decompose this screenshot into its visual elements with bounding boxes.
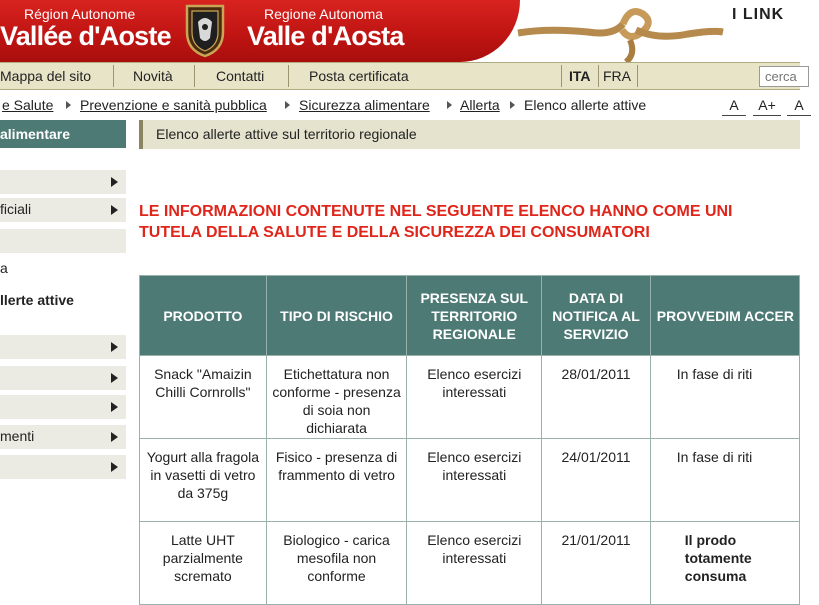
sidebar xyxy=(0,120,126,600)
nav-site-map[interactable]: Mappa del sito xyxy=(0,68,92,84)
font-size-normal-button[interactable]: A xyxy=(722,97,746,116)
nav-certified-mail[interactable]: Posta certificata xyxy=(309,68,409,84)
arrow-right-icon xyxy=(111,177,118,187)
table-row xyxy=(140,439,800,522)
sidebar-title: alimentare xyxy=(0,120,126,148)
table-row xyxy=(140,356,800,439)
cell-date: 21/01/2011 xyxy=(542,522,651,605)
breadcrumb-current: Elenco allerte attive xyxy=(524,97,647,113)
header-regional-presence: PRESENZA SUL TERRITORIO REGIONALE xyxy=(407,276,542,356)
coat-of-arms-icon[interactable] xyxy=(183,2,227,58)
cell-product: Yogurt alla fragola in vasetti di vetro da 375g xyxy=(140,439,267,522)
breadcrumb-prevention[interactable]: Prevenzione e sanità pubblica xyxy=(80,97,267,113)
header-product: PRODOTTO xyxy=(140,276,267,356)
sidebar-item[interactable] xyxy=(0,455,126,479)
sidebar-item-label: menti xyxy=(0,428,35,444)
site-header xyxy=(0,0,800,62)
nav-divider xyxy=(561,65,562,87)
breadcrumb-alert[interactable]: Allerta xyxy=(460,97,500,113)
sidebar-item[interactable] xyxy=(0,366,126,390)
arrow-right-icon xyxy=(111,462,118,472)
arrow-right-icon xyxy=(111,402,118,412)
lang-fra[interactable]: FRA xyxy=(603,68,631,84)
header-measures: PROVVEDIM ACCER xyxy=(650,276,799,356)
breadcrumb-arrow-icon xyxy=(285,101,290,109)
breadcrumb-food-safety[interactable]: Sicurezza alimentare xyxy=(299,97,430,113)
alerts-table xyxy=(139,275,800,605)
cell-date: 28/01/2011 xyxy=(542,356,651,439)
nav-divider xyxy=(113,65,114,87)
top-navigation xyxy=(0,62,800,90)
cell-risk: Etichettatura non conforme - presenza di soia non dichiarata xyxy=(266,356,407,439)
sidebar-item-menti[interactable] xyxy=(0,425,126,449)
cell-risk: Biologico - carica mesofila non conforme xyxy=(266,522,407,605)
links-menu-label[interactable]: I LINK xyxy=(732,6,785,23)
sidebar-item-expanded[interactable] xyxy=(0,229,126,253)
notice-text xyxy=(139,201,819,243)
notice-line: LE INFORMAZIONI CONTENUTE NEL SEGUENTE ELENCO HANNO COME UNI xyxy=(139,203,733,220)
arrow-right-icon xyxy=(111,432,118,442)
arrow-right-icon xyxy=(111,205,118,215)
breadcrumb-health[interactable]: e Salute xyxy=(2,97,54,113)
breadcrumb xyxy=(0,97,700,115)
sidebar-item[interactable] xyxy=(0,395,126,419)
nav-divider xyxy=(598,65,599,87)
sidebar-item-ficiali[interactable] xyxy=(0,198,126,222)
cell-measure: In fase di riti xyxy=(650,439,799,522)
header-risk-type: TIPO DI RISCHIO xyxy=(266,276,407,356)
breadcrumb-arrow-icon xyxy=(510,101,515,109)
sidebar-link-a[interactable]: a xyxy=(0,260,8,276)
header-left-subtitle: Région Autonome xyxy=(24,6,136,22)
header-notification-date: DATA DI NOTIFICA AL SERVIZIO xyxy=(542,276,651,356)
sidebar-item-label: ficiali xyxy=(0,201,32,217)
arrow-right-icon xyxy=(111,342,118,352)
sidebar-item[interactable] xyxy=(0,335,126,359)
nav-divider xyxy=(288,65,289,87)
nav-divider xyxy=(194,65,195,87)
header-right-title[interactable]: Valle d'Aosta xyxy=(247,21,404,51)
cell-presence-link[interactable]: Elenco esercizi interessati xyxy=(407,439,542,522)
page-title: Elenco allerte attive sul territorio regionale xyxy=(139,120,800,149)
search-input[interactable] xyxy=(759,66,809,87)
header-left-title[interactable]: Vallée d'Aoste xyxy=(0,21,171,51)
notice-line: TUTELA DELLA SALUTE E DELLA SICUREZZA DEI CONSUMATORI xyxy=(139,224,650,241)
cell-measure: Il prodo totamente consuma xyxy=(650,522,799,605)
nav-divider xyxy=(637,65,638,87)
font-size-larger-button[interactable]: A+ xyxy=(753,97,781,116)
breadcrumb-arrow-icon xyxy=(66,101,71,109)
arrow-right-icon xyxy=(111,373,118,383)
cell-presence-link[interactable]: Elenco esercizi interessati xyxy=(407,522,542,605)
rope-knot-icon xyxy=(518,0,723,62)
cell-product: Snack "Amaizin Chilli Cornrolls" xyxy=(140,356,267,439)
cell-date: 24/01/2011 xyxy=(542,439,651,522)
sidebar-link-allerte-attive[interactable]: llerte attive xyxy=(0,292,74,308)
table-header-row xyxy=(140,276,800,356)
lang-ita[interactable]: ITA xyxy=(569,68,591,84)
sidebar-item[interactable] xyxy=(0,170,126,194)
cell-risk: Fisico - presenza di frammento di vetro xyxy=(266,439,407,522)
breadcrumb-arrow-icon xyxy=(447,101,452,109)
header-right-subtitle: Regione Autonoma xyxy=(264,6,384,22)
cell-presence-link[interactable]: Elenco esercizi interessati xyxy=(407,356,542,439)
nav-contacts[interactable]: Contatti xyxy=(216,68,265,84)
nav-news[interactable]: Novità xyxy=(133,68,173,84)
table-row xyxy=(140,522,800,605)
font-size-largest-button[interactable]: A xyxy=(787,97,811,116)
cell-product: Latte UHT parzialmente scremato xyxy=(140,522,267,605)
cell-measure: In fase di riti xyxy=(650,356,799,439)
